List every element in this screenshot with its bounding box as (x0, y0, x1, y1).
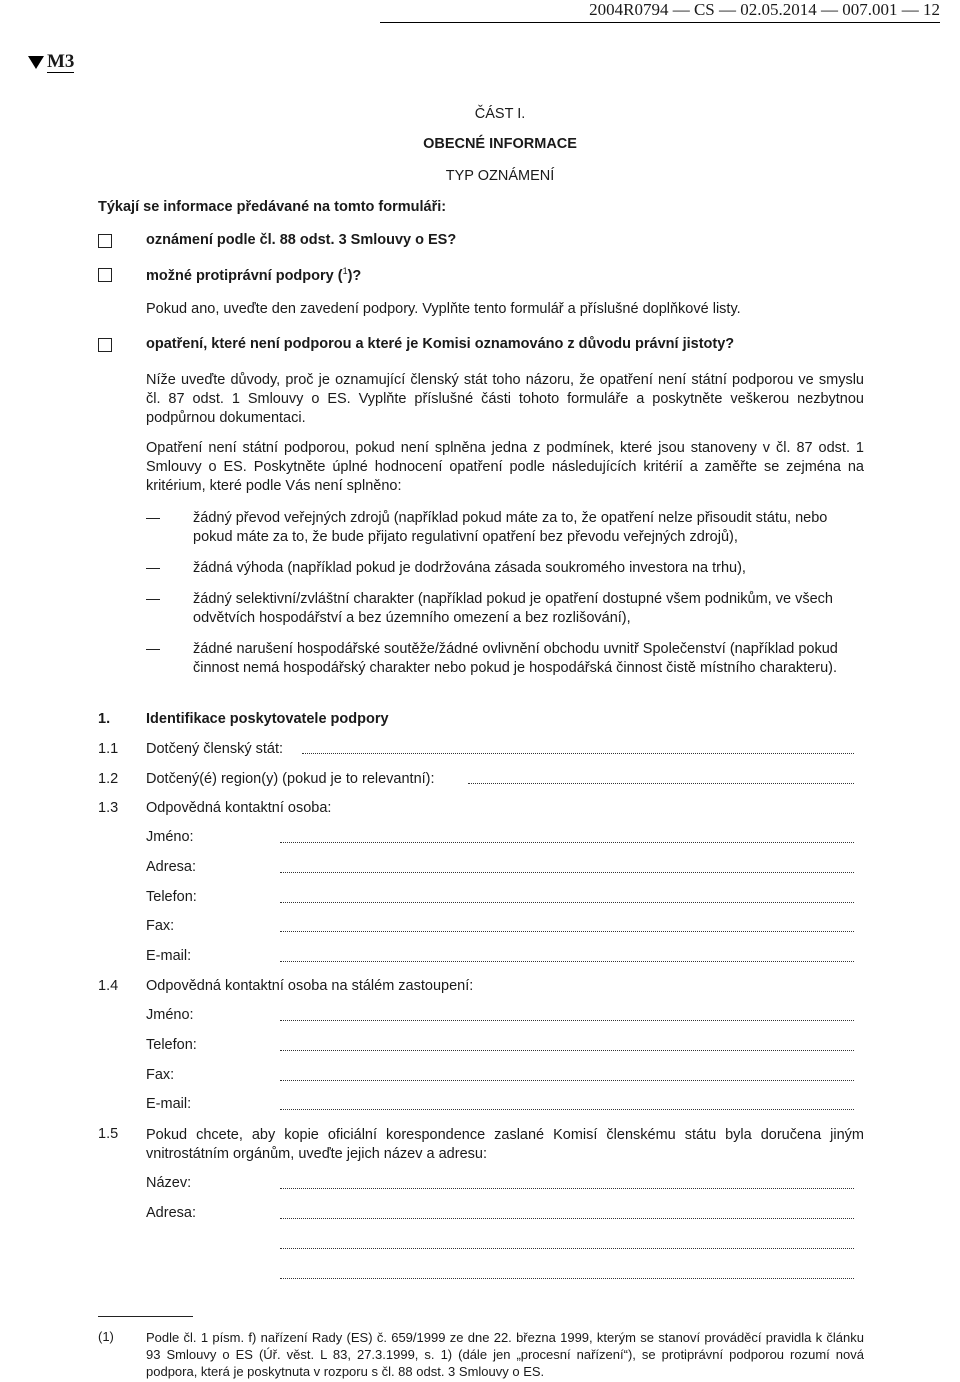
item-number: 1.1 (98, 741, 119, 757)
contact-fax-field[interactable] (280, 931, 854, 932)
contact-fax-label: Fax: (146, 918, 175, 934)
criterion-item: žádný selektivní/zvláštní charakter (například pokud je opatření dostupné všem podnikům, ve všech odvětvích hospodářství a bez územního omezení a bez rozlišování), (193, 591, 833, 626)
section-number: 1. (98, 711, 111, 727)
paragraph-criteria: Opatření není státní podporou, pokud není splněna jedna z podmínek, které jsou stanoveny v čl. 87 odst. 1 Smlouvy o ES. Poskytněte úplné hodnocení opatření podle následujících kritérií a zaměřte se zejména na kritérium, které podle Vás není splněno: (146, 440, 864, 494)
rep-fax-field[interactable] (280, 1080, 854, 1081)
rep-phone-field[interactable] (280, 1050, 854, 1051)
intro-text: Týkají se informace předávané na tomto formuláři: (98, 199, 447, 215)
authority-name-label: Název: (146, 1175, 192, 1191)
contact-address-label: Adresa: (146, 859, 196, 875)
section-title: Identifikace poskytovatele podpory (146, 711, 389, 727)
part-title: ČÁST I. (474, 106, 526, 122)
authority-address-field[interactable] (280, 1218, 854, 1219)
contact-name-label: Jméno: (146, 829, 194, 845)
footnote-separator (98, 1316, 193, 1317)
sub-title: TYP OZNÁMENÍ (445, 168, 555, 184)
contact-name-field[interactable] (280, 842, 854, 843)
amendment-label: M3 (47, 51, 75, 72)
dash-bullet (146, 649, 160, 650)
rep-email-field[interactable] (280, 1109, 854, 1110)
authority-address-label: Adresa: (146, 1205, 196, 1221)
item-number: 1.3 (98, 800, 119, 816)
option-unlawful-aid-note: Pokud ano, uveďte den zavedení podpory. Vyplňte tento formulář a příslušné doplňkové listy. (146, 301, 741, 317)
item-number: 1.5 (98, 1126, 119, 1142)
footnote-number: (1) (98, 1329, 114, 1344)
contact-address-field[interactable] (280, 872, 854, 873)
authority-address-field-line3[interactable] (280, 1278, 854, 1279)
member-state-label: Dotčený členský stát: (146, 741, 283, 757)
contact-email-label: E-mail: (146, 948, 192, 964)
permanent-rep-label: Odpovědná kontaktní osoba na stálém zastoupení: (146, 978, 474, 994)
regions-label: Dotčený(é) region(y) (pokud je to relevantní): (146, 771, 435, 787)
option-legal-certainty-label: opatření, které není podporou a které je Komisi oznamováno z důvodu právní jistoty? (146, 336, 735, 352)
criterion-item: žádné narušení hospodářské soutěže/žádné ovlivnění obchodu uvnitř Společenství (například pokud činnost nemá hospodářský charakter nebo pokud je hospodářská činnost čistě místního charakteru). (193, 641, 838, 676)
dash-bullet (146, 518, 160, 519)
contact-phone-label: Telefon: (146, 889, 197, 905)
dash-bullet (146, 599, 160, 600)
header-reference: 2004R0794 — CS — 02.05.2014 — 007.001 — 12 (589, 0, 940, 19)
rep-phone-label: Telefon: (146, 1037, 197, 1053)
item-number: 1.2 (98, 771, 119, 787)
paragraph-reasons: Níže uveďte důvody, proč je oznamující členský stát toho názoru, že opatření není státní podporou ve smyslu čl. 87 odst. 1 Smlouvy o ES. Vyplňte příslušné části tohoto formuláře a poskytněte veškerou nezbytnou podpůrnou dokumentaci. (146, 372, 864, 426)
authority-address-field-line2[interactable] (280, 1248, 854, 1249)
document-header (380, 0, 940, 23)
contact-person-label: Odpovědná kontaktní osoba: (146, 800, 332, 816)
footnote-text: Podle čl. 1 písm. f) nařízení Rady (ES) č. 659/1999 ze dne 22. března 1999, kterým se stanoví prováděcí pravidla k článku 93 Smlouvy o ES (Úř. věst. L 83, 27.3.1999, s. 1) (dále jen „procesní nařízení“), se protiprávní podporou rozumí nová podpora, která je poskytnuta v rozporu s čl. 88 odst. 3 Smlouvy o ES. (146, 1330, 864, 1379)
main-title: OBECNÉ INFORMACE (423, 136, 577, 152)
amendment-marker (28, 52, 74, 73)
criterion-item: žádný převod veřejných zdrojů (například pokud máte za to, že opatření nelze přisoudit státu, nebo pokud máte za to, že bude přijato regulativní opatření bez převodu veřejných zdrojů), (193, 510, 828, 545)
item-number: 1.4 (98, 978, 119, 994)
option-unlawful-aid-label: možné protiprávní podpory ($^1$)? (146, 266, 362, 284)
member-state-field[interactable] (302, 753, 854, 754)
checkbox-unlawful-aid[interactable] (98, 268, 112, 282)
contact-email-field[interactable] (280, 961, 854, 962)
dash-bullet (146, 568, 160, 569)
triangle-down-icon (28, 56, 44, 69)
contact-phone-field[interactable] (280, 902, 854, 903)
checkbox-notification[interactable] (98, 234, 112, 248)
criterion-item: žádná výhoda (například pokud je dodržována zásada soukromého investora na trhu), (193, 560, 746, 576)
rep-email-label: E-mail: (146, 1096, 192, 1112)
option-notification-label: oznámení podle čl. 88 odst. 3 Smlouvy o ES? (146, 232, 457, 248)
rep-name-field[interactable] (280, 1020, 854, 1021)
rep-name-label: Jméno: (146, 1007, 194, 1023)
regions-field[interactable] (468, 783, 854, 784)
checkbox-legal-certainty[interactable] (98, 338, 112, 352)
authority-name-field[interactable] (280, 1188, 854, 1189)
footnote-ref[interactable]: 1 (342, 266, 348, 276)
rep-fax-label: Fax: (146, 1067, 175, 1083)
other-authorities-label: Pokud chcete, aby kopie oficiální korespondence zaslané Komisí členskému státu byla doručena jiným vnitrostátním orgánům, uveďte jejich název a adresu: (146, 1127, 864, 1162)
